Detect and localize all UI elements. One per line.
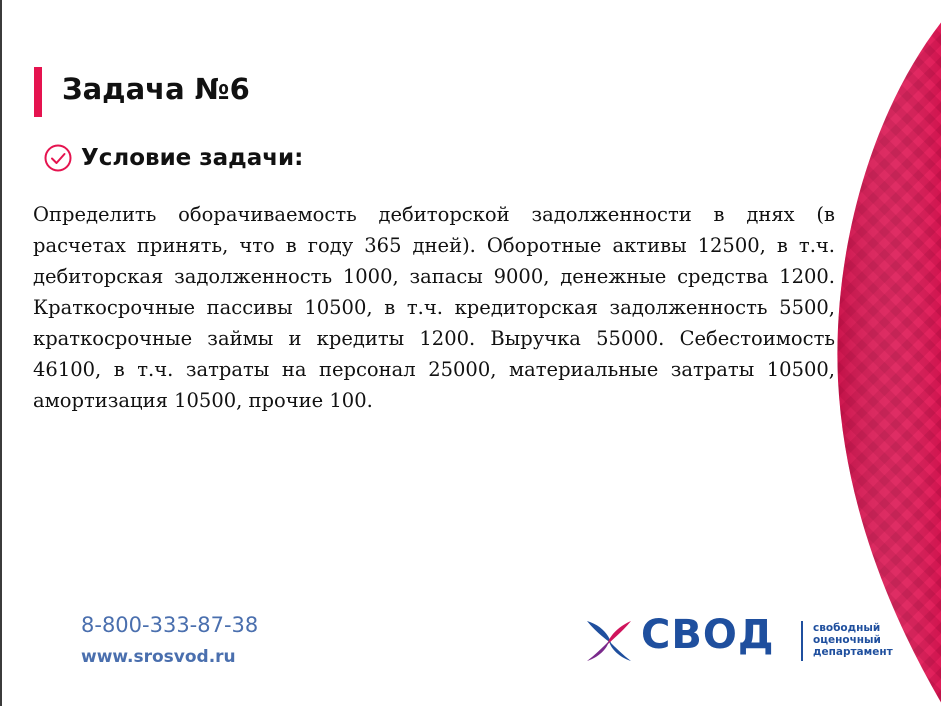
footer-website-link[interactable]: www.srosvod.ru xyxy=(81,647,236,667)
logo-tagline-line: свободный xyxy=(813,622,881,634)
check-circle-icon xyxy=(43,143,73,173)
slide-subtitle: Условие задачи: xyxy=(81,145,304,171)
svod-x-logo-icon xyxy=(583,617,635,665)
logo-wordmark: СВОД xyxy=(641,612,775,658)
slide-title: Задача №6 xyxy=(62,72,250,106)
logo-tagline-line: оценочный xyxy=(813,634,881,646)
logo-tagline xyxy=(813,622,893,658)
task-condition-text: Определить оборачиваемость дебиторской задолженности в днях (в расчетах принять, что в году 365 дней). Оборотные активы 12500, в т.ч. дебиторская задолженность 1000, запасы 9000, денежные средства 1200. Краткосрочные пассивы 10500, в т.ч. кредиторская задолженность 5500, краткосрочные займы и кредиты 1200. Выручка 55000. Себестоимость 46100, в т.ч. затраты на персонал 25000, материальные затраты 10500, амортизация 10500, прочие 100. xyxy=(33,203,835,412)
logo-divider xyxy=(801,621,803,661)
logo-tagline-line: департамент xyxy=(813,646,893,658)
footer-phone: 8-800-333-87-38 xyxy=(81,613,259,637)
title-accent-bar xyxy=(34,67,42,117)
